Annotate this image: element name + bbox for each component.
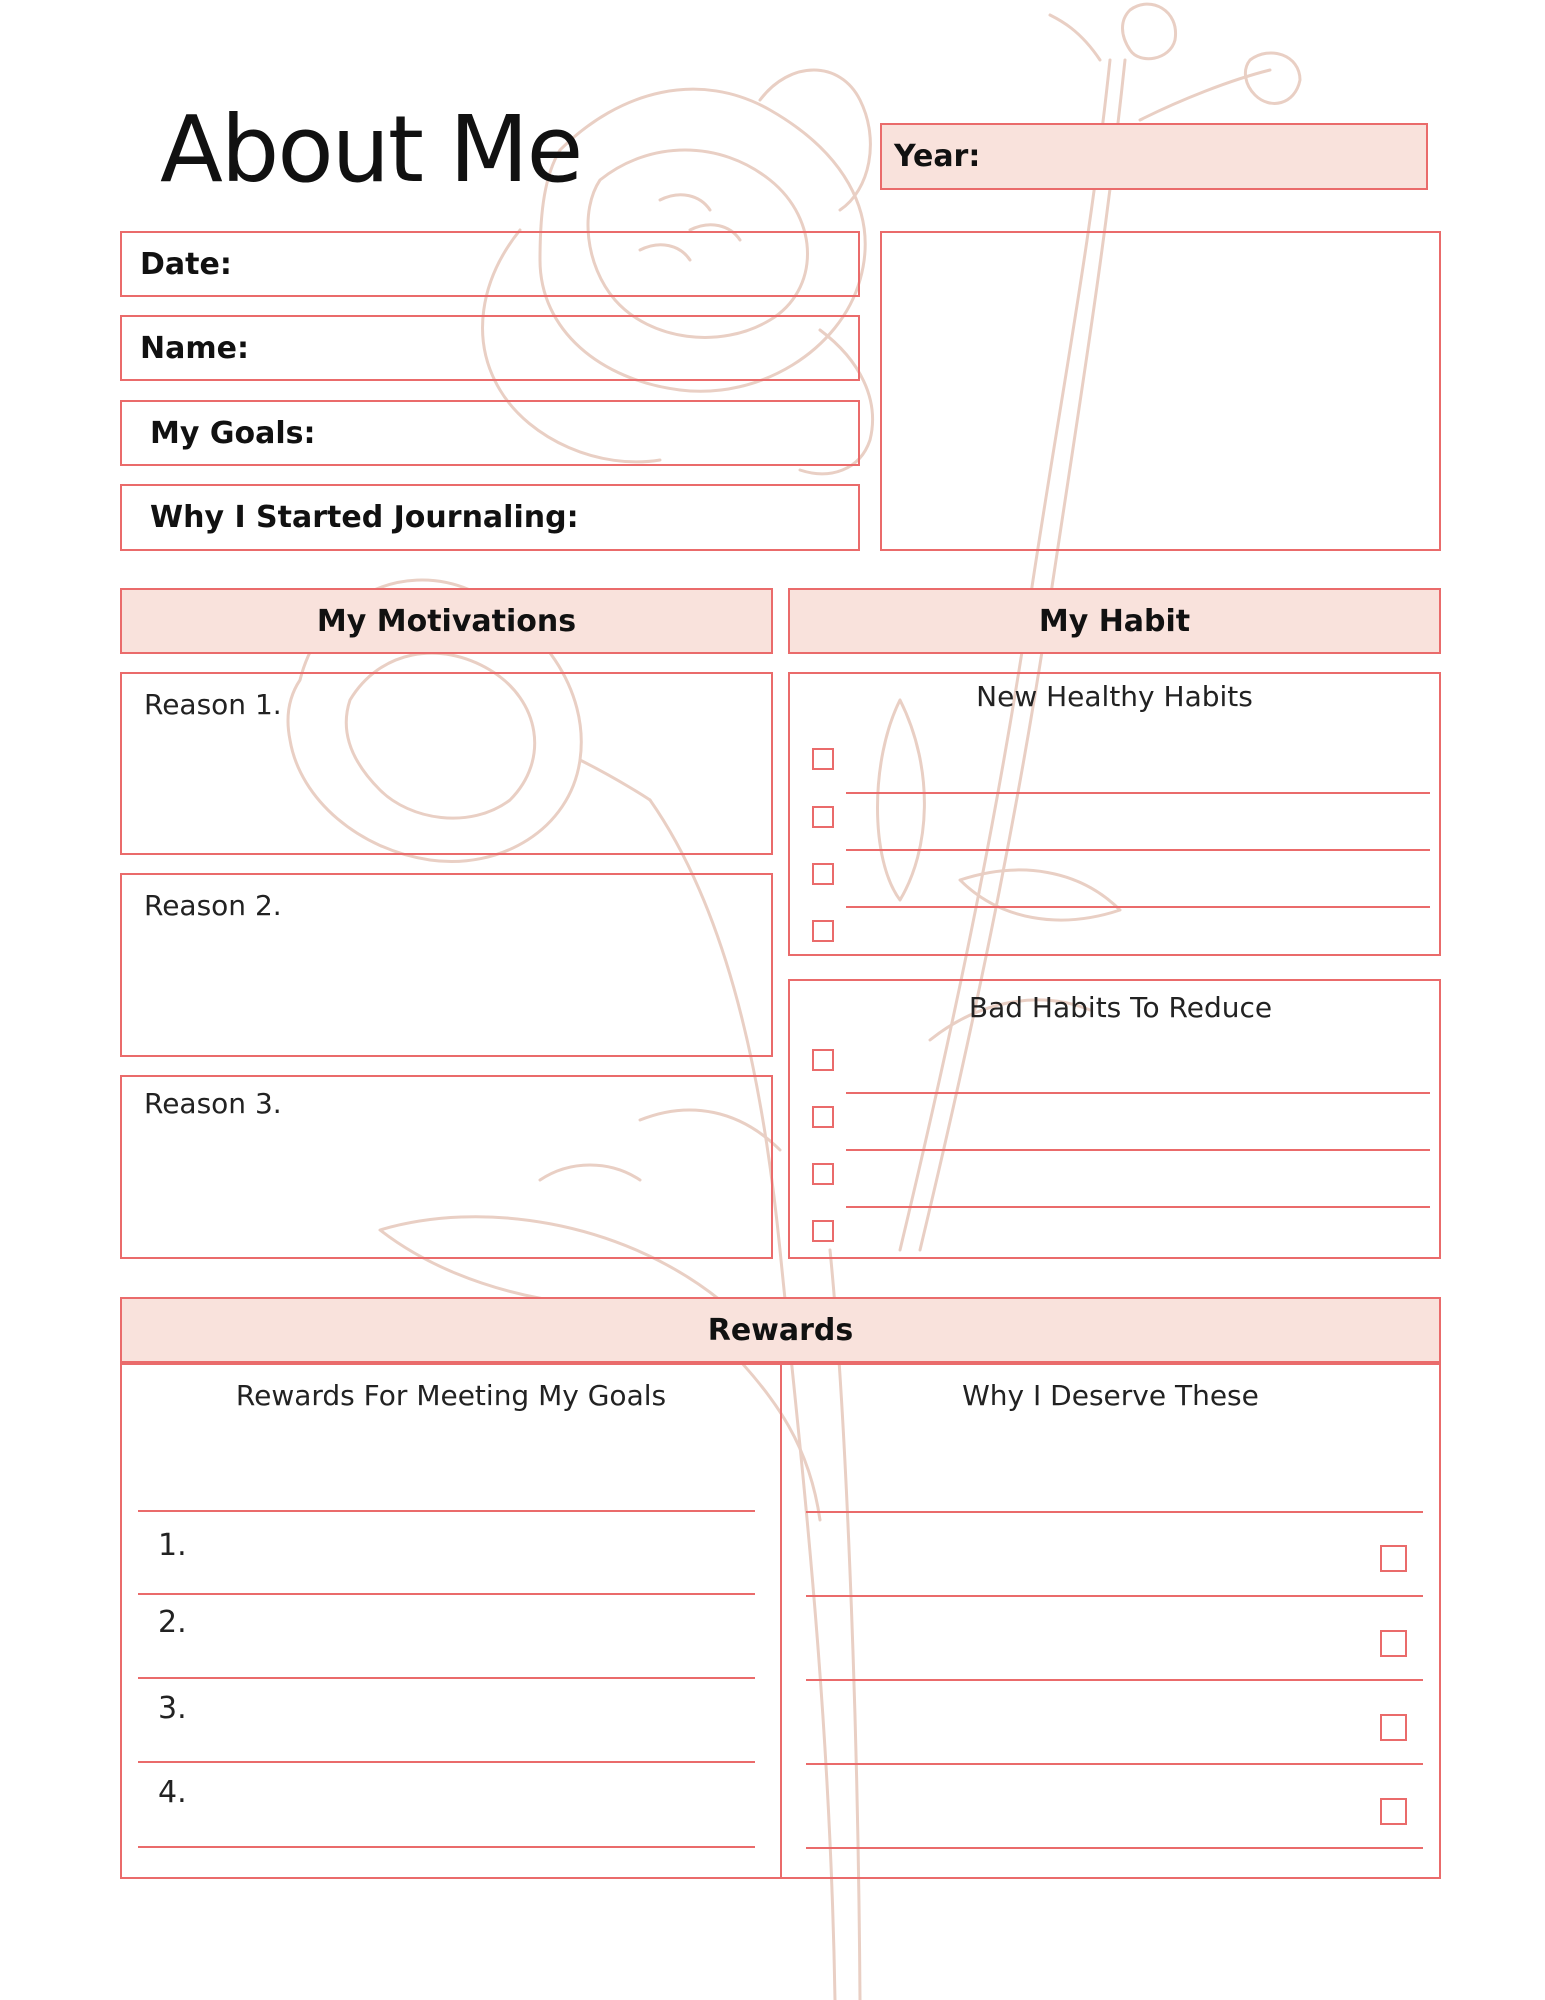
reward-line[interactable]: [138, 1761, 755, 1763]
rewards-header: [120, 1297, 1441, 1363]
rewards-right-title: Why I Deserve These: [962, 1379, 1259, 1412]
year-label: Year:: [894, 139, 981, 174]
rewards-left-title: Rewards For Meeting My Goals: [235, 1379, 667, 1412]
rewards-table: [120, 1363, 1441, 1879]
rewards-header-label: Rewards: [707, 1312, 854, 1348]
name-field[interactable]: [120, 315, 860, 381]
deserve-line[interactable]: [806, 1595, 1423, 1597]
deserve-line[interactable]: [806, 1847, 1423, 1849]
new-habits-box: [788, 672, 1441, 956]
bad-habits-box: [788, 979, 1441, 1259]
habit-line[interactable]: [846, 1206, 1430, 1208]
reason-label: Reason 2.: [144, 889, 282, 922]
habit-checkbox[interactable]: [812, 806, 834, 828]
deserve-line[interactable]: [806, 1679, 1423, 1681]
reward-number: 1.: [158, 1528, 187, 1563]
why-started-field[interactable]: [120, 484, 860, 551]
habit-line[interactable]: [846, 1092, 1430, 1094]
habit-checkbox[interactable]: [812, 863, 834, 885]
habit-line[interactable]: [846, 849, 1430, 851]
habit-checkbox[interactable]: [812, 920, 834, 942]
deserve-line[interactable]: [806, 1511, 1423, 1513]
date-label: Date:: [140, 246, 232, 282]
habit-checkbox[interactable]: [812, 1049, 834, 1071]
reason-box[interactable]: [120, 672, 773, 855]
deserve-checkbox[interactable]: [1380, 1798, 1407, 1825]
reason-label: Reason 1.: [144, 688, 282, 721]
habit-checkbox[interactable]: [812, 1163, 834, 1185]
habit-checkbox[interactable]: [812, 1220, 834, 1242]
bad-habits-title: Bad Habits To Reduce: [968, 991, 1273, 1024]
year-field[interactable]: [880, 123, 1428, 190]
page-title: About Me: [160, 96, 582, 203]
reward-number: 4.: [158, 1775, 187, 1810]
reason-box[interactable]: [120, 873, 773, 1057]
goals-label: My Goals:: [150, 415, 316, 451]
motivations-header-label: My Motivations: [316, 603, 577, 639]
goals-field[interactable]: [120, 400, 860, 466]
why-started-label: Why I Started Journaling:: [150, 500, 579, 535]
deserve-checkbox[interactable]: [1380, 1630, 1407, 1657]
habit-line[interactable]: [846, 906, 1430, 908]
reward-line[interactable]: [138, 1677, 755, 1679]
new-habits-title: New Healthy Habits: [976, 680, 1253, 713]
habit-header: [788, 588, 1441, 654]
motivations-header: [120, 588, 773, 654]
deserve-checkbox[interactable]: [1380, 1714, 1407, 1741]
deserve-checkbox[interactable]: [1380, 1545, 1407, 1572]
habit-header-label: My Habit: [1038, 603, 1191, 639]
reward-number: 3.: [158, 1691, 187, 1726]
deserve-line[interactable]: [806, 1763, 1423, 1765]
reward-line[interactable]: [138, 1510, 755, 1512]
photo-box[interactable]: [880, 231, 1441, 551]
reason-box[interactable]: [120, 1075, 773, 1259]
habit-checkbox[interactable]: [812, 1106, 834, 1128]
date-field[interactable]: [120, 231, 860, 297]
habit-checkbox[interactable]: [812, 748, 834, 770]
name-label: Name:: [140, 330, 249, 366]
rewards-divider: [780, 1365, 782, 1877]
habit-line[interactable]: [846, 792, 1430, 794]
reward-line[interactable]: [138, 1846, 755, 1848]
reward-line[interactable]: [138, 1593, 755, 1595]
reason-label: Reason 3.: [144, 1087, 282, 1120]
habit-line[interactable]: [846, 1149, 1430, 1151]
reward-number: 2.: [158, 1605, 187, 1640]
